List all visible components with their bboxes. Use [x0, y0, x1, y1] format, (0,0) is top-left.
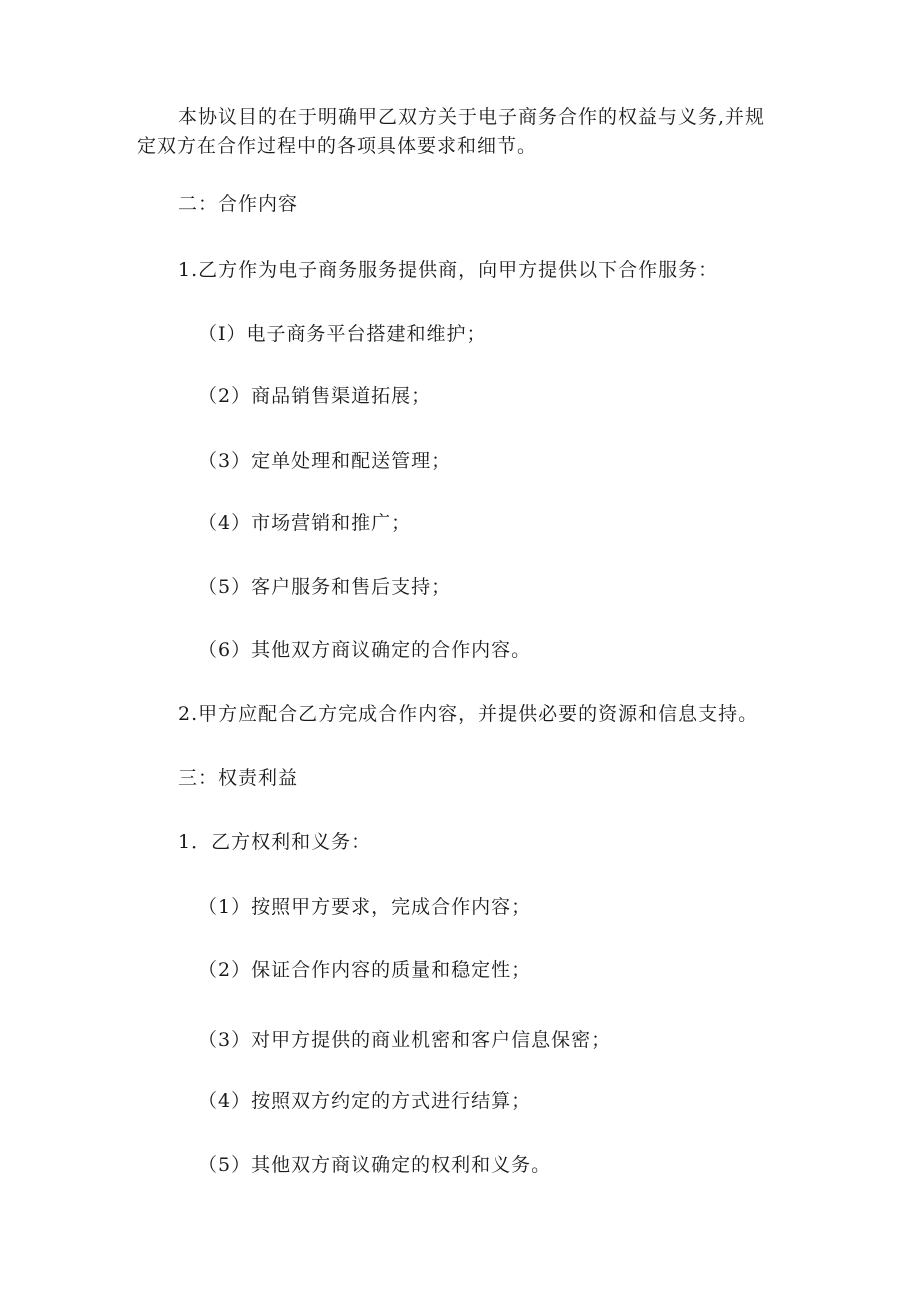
section-2-item-2: 2.甲方应配合乙方完成合作内容，并提供必要的资源和信息支持。 — [178, 703, 759, 725]
section-2-subitem-5: （5）客户服务和售后支持； — [198, 576, 452, 598]
section-3-heading: 三：权责利益 — [178, 767, 299, 789]
section-2-heading: 二：合作内容 — [178, 193, 299, 215]
section-2-subitem-3: （3）定单处理和配送管理； — [198, 450, 452, 472]
section-3-subitem-5: （5）其他双方商议确定的权利和义务。 — [198, 1154, 552, 1176]
section-2-subitem-4: （4）市场营销和推广； — [198, 512, 412, 534]
section-3-subitem-1: （1）按照甲方要求，完成合作内容； — [198, 896, 532, 918]
section-3-subitem-3: （3）对甲方提供的商业机密和客户信息保密； — [198, 1029, 612, 1051]
section-2-subitem-1: （I）电子商务平台搭建和维护； — [198, 323, 487, 345]
intro-paragraph-line-2: 定双方在合作过程中的各项具体要求和细节。 — [137, 135, 538, 157]
section-2-subitem-2: （2）商品销售渠道拓展； — [198, 385, 432, 407]
intro-paragraph-line-1: 本协议目的在于明确甲乙双方关于电子商务合作的权益与义务,并规 — [178, 106, 766, 128]
section-3-subitem-2: （2）保证合作内容的质量和稳定性； — [198, 959, 532, 981]
section-2-item-1: 1.乙方作为电子商务服务提供商，向甲方提供以下合作服务： — [178, 259, 719, 281]
section-2-subitem-6: （6）其他双方商议确定的合作内容。 — [198, 639, 532, 661]
section-3-subitem-4: （4）按照双方约定的方式进行结算； — [198, 1090, 532, 1112]
section-3-item-1: 1．乙方权利和义务： — [178, 831, 372, 853]
